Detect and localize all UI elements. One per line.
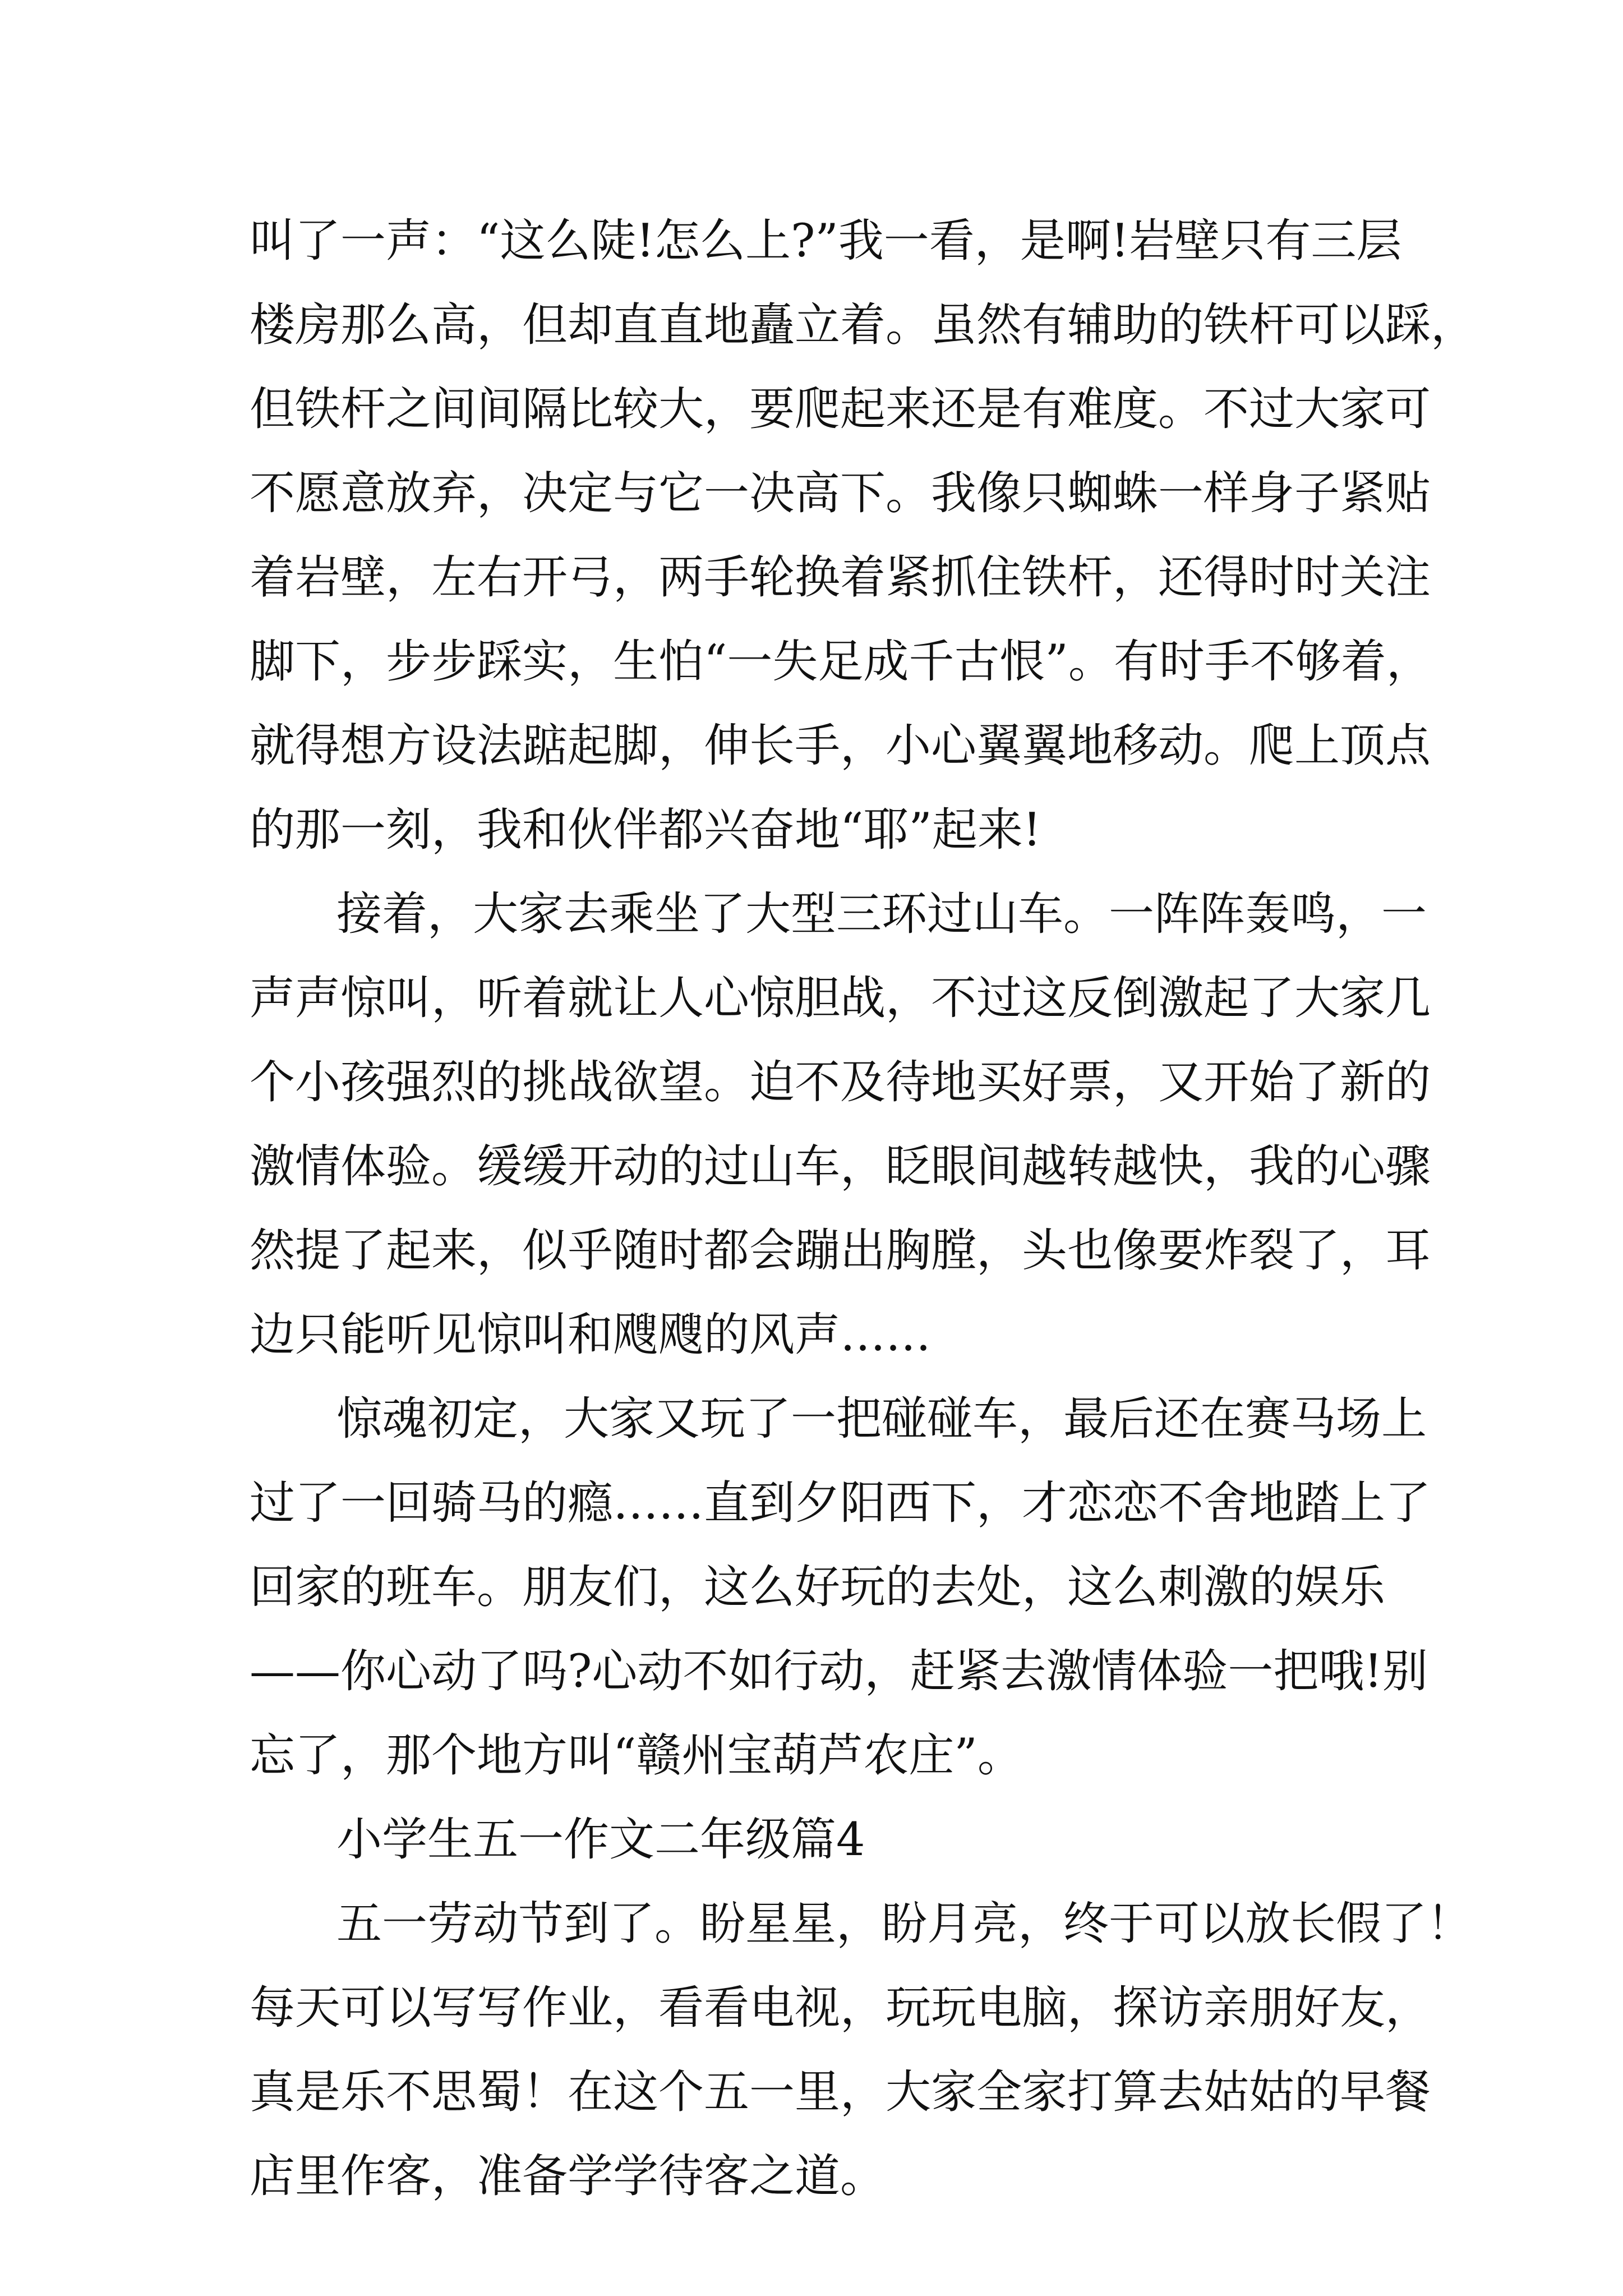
text-line: 个小孩强烈的挑战欲望。迫不及待地买好票，又开始了新的 bbox=[250, 1056, 1431, 1109]
text-line: 店里作客，准备学学待客之道。 bbox=[250, 2150, 886, 2203]
paragraph-roller-coaster bbox=[250, 872, 1431, 1377]
text-line: 不愿意放弃，决定与它一决高下。我像只蜘蛛一样身子紧贴 bbox=[250, 467, 1431, 520]
text-line: 楼房那么高，但却直直地矗立着。虽然有辅助的铁杆可以踩， bbox=[250, 299, 1477, 352]
text-line: 真是乐不思蜀！在这个五一里，大家全家打算去姑姑的早餐 bbox=[250, 2066, 1431, 2119]
section-title: 小学生五一作文二年级篇4 bbox=[336, 1814, 865, 1866]
paragraph-bumper-cars bbox=[250, 1377, 1431, 1798]
document-body bbox=[250, 199, 1477, 2219]
text-line: 然提了起来，似乎随时都会蹦出胸膛，头也像要炸裂了，耳 bbox=[250, 1225, 1431, 1277]
text-line: 激情体验。缓缓开动的过山车，眨眼间越转越快，我的心骤 bbox=[250, 1140, 1431, 1193]
text-line: 回家的班车。朋友们，这么好玩的去处，这么刺激的娱乐 bbox=[250, 1561, 1386, 1614]
text-line: 五一劳动节到了。盼星星，盼月亮，终于可以放长假了！ bbox=[336, 1898, 1473, 1950]
text-line: 忘了，那个地方叫“赣州宝葫芦农庄”。 bbox=[250, 1729, 1023, 1782]
paragraph-labor-day bbox=[250, 1882, 1473, 2219]
text-line: 脚下，步步踩实，生怕“一失足成千古恨”。有时手不够着， bbox=[250, 636, 1432, 688]
text-line: 惊魂初定，大家又玩了一把碰碰车，最后还在赛马场上 bbox=[336, 1393, 1427, 1446]
text-line: 叫了一声：“这么陡!怎么上?”我一看，是啊!岩壁只有三层 bbox=[250, 215, 1402, 268]
text-line: 的那一刻，我和伙伴都兴奋地“耶”起来! bbox=[250, 804, 1041, 857]
text-line: 每天可以写写作业，看看电视，玩玩电脑，探访亲朋好友， bbox=[250, 1982, 1431, 2035]
paragraph-continued bbox=[250, 199, 1477, 872]
text-line: 着岩壁，左右开弓，两手轮换着紧抓住铁杆，还得时时关注 bbox=[250, 551, 1431, 604]
text-line: 边只能听见惊叫和飕飕的风声…… bbox=[250, 1309, 932, 1361]
text-line: 就得想方设法踮起脚，伸长手，小心翼翼地移动。爬上顶点 bbox=[250, 720, 1431, 772]
section-heading bbox=[250, 1798, 1394, 1882]
text-line: 接着，大家去乘坐了大型三环过山车。一阵阵轰鸣，一 bbox=[336, 888, 1427, 941]
text-line: 声声惊叫，听着就让人心惊胆战，不过这反倒激起了大家几 bbox=[250, 972, 1431, 1025]
text-line: 但铁杆之间间隔比较大，要爬起来还是有难度。不过大家可 bbox=[250, 383, 1431, 436]
text-line: 过了一回骑马的瘾……直到夕阳西下，才恋恋不舍地踏上了 bbox=[250, 1477, 1431, 1530]
text-line: ——你心动了吗?心动不如行动，赶紧去激情体验一把哦!别 bbox=[250, 1645, 1428, 1698]
